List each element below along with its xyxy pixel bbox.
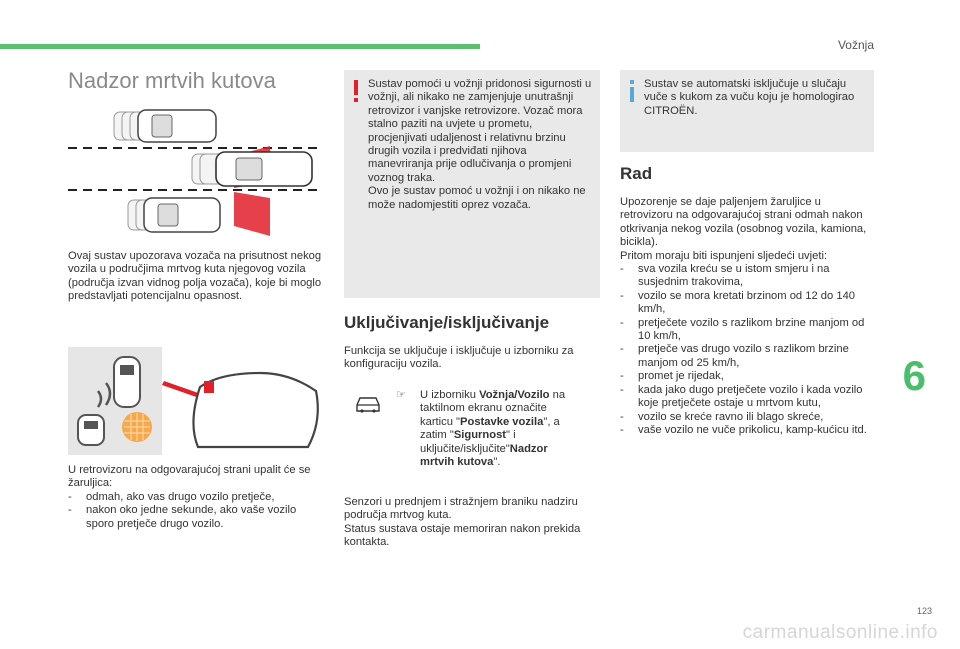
- chapter-number: 6: [902, 352, 926, 399]
- list-item: - sva vozila kreću se u istom smjeru i na susjednim trakovima,: [620, 263, 874, 290]
- blind-spot-zone-right: [234, 192, 270, 236]
- mirror-list: [68, 491, 326, 531]
- menu-name: Vožnja/Vozilo: [479, 389, 550, 401]
- rad-section: [620, 196, 874, 437]
- list-item: - odmah, ako vas drugo vozilo pretječe,: [68, 491, 326, 504]
- mirror-warning-illustration: [68, 347, 328, 455]
- exclamation-icon: [350, 80, 362, 104]
- list-item: - pretječete vozilo s razlikom brzine manjom od 10 km/h,: [620, 317, 874, 344]
- list-item: - vaše vozilo ne vuče prikolicu, kamp-kućicu itd.: [620, 424, 874, 437]
- mirror-section: [68, 464, 326, 531]
- intro-text: Ovaj sustav upozorava vozača na prisutnost nekog vozila u područjima mrtvog kuta njegovog vozila (područja izvan vidnog polja vozača), koje bi moglo predstavljati potencijalnu opasnost.: [68, 250, 322, 303]
- sensors-text: Senzori u prednjem i stražnjem braniku nadziru područja mrtvog kuta.: [344, 496, 578, 522]
- mirror-text: U retrovizoru na odgovarajućoj strani upalit će se žaruljica:: [68, 464, 311, 490]
- tab-name: Postavke vozila: [460, 415, 544, 428]
- rad-heading: Rad: [620, 164, 653, 183]
- toggle-heading: Uključivanje/isključivanje: [344, 313, 550, 332]
- warning-text-2: Ovo je sustav pomoć u vožnji i on nikako ne može nadomjestiti oprez vozača.: [368, 185, 586, 211]
- car-top-lane: [138, 110, 216, 142]
- section-name: Vožnja: [837, 38, 874, 52]
- instruction-text: U izborniku Vožnja/Vozilo na taktilnom ekranu označite karticu "Postavke vozila", a zatim "Sigurnost" i uključite/isključite"Nadzor mrtvih kutova".: [420, 389, 566, 469]
- rad-text: Upozorenje se daje paljenjem žaruljice u retrovizoru na odgovarajućoj strani odmah nakon otkrivanja nekog vozila (osobnog vozila, kamiona, bicikla).: [620, 196, 867, 249]
- submenu-name: Sigurnost: [453, 429, 507, 442]
- sensors-section: [344, 496, 602, 550]
- list-item: - vozilo se mora kretati brzinom od 12 do 140 km/h,: [620, 290, 874, 317]
- info-box: [620, 70, 874, 152]
- car-settings-icon: [354, 394, 382, 414]
- list-item: - promet je rijedak,: [620, 370, 874, 383]
- list-item: - kada jako dugo pretječete vozilo i kada vozilo koje pretječete ostaje u mrtvom kutu,: [620, 384, 874, 411]
- car-icon-top: [114, 357, 140, 407]
- status-text: Status sustava ostaje memoriran nakon prekida kontakta.: [344, 522, 581, 549]
- list-item: - pretječe vas drugo vozilo s razlikom brzine manjom od 25 km/h,: [620, 343, 874, 370]
- page-title: Nadzor mrtvih kutova: [68, 68, 276, 93]
- own-car: [216, 152, 312, 186]
- warning-text: Sustav pomoći u vožnji pridonosi sigurnosti u vožnji, ali nikako ne zamjenjuje unutrašnji retrovizor i vanjske retrovizore. Vozač mora stalno paziti na uvjete u prometu, procjenjivati udaljenost i relativnu brzinu drugih vozila i predviđati njihova manevriranja prije odlučivanja o promjeni voznog traka.: [368, 78, 592, 184]
- watermark: carmanualsonline.info: [742, 622, 938, 643]
- car-bottom-lane: [144, 198, 220, 232]
- conditions-list: [620, 263, 874, 437]
- conditions-intro: Pritom moraju biti ispunjeni sljedeći uvjeti:: [620, 249, 828, 262]
- setting-name: Nadzor mrtvih kutova: [420, 442, 548, 469]
- info-text: Sustav se automatski isključuje u slučaju vuče s kukom za vuču koju je homologirao CITROËN.: [644, 78, 855, 117]
- page-number: 123: [916, 606, 932, 616]
- list-item: - vozilo se kreće ravno ili blago skreće,: [620, 411, 874, 424]
- blind-spot-illustration: [66, 104, 324, 240]
- instruction-bullet-icon: ☞: [396, 389, 407, 401]
- warning-box: [344, 70, 600, 298]
- info-icon: [626, 80, 638, 104]
- mirror-indicator-light: [204, 381, 214, 393]
- header-accent-bar: [0, 44, 480, 49]
- list-item: - nakon oko jedne sekunde, ako vaše vozilo sporo pretječe drugo vozilo.: [68, 504, 326, 531]
- toggle-text: Funkcija se uključuje i isključuje u izborniku za konfiguraciju vozila.: [344, 345, 574, 371]
- car-icon-bottom: [78, 415, 104, 445]
